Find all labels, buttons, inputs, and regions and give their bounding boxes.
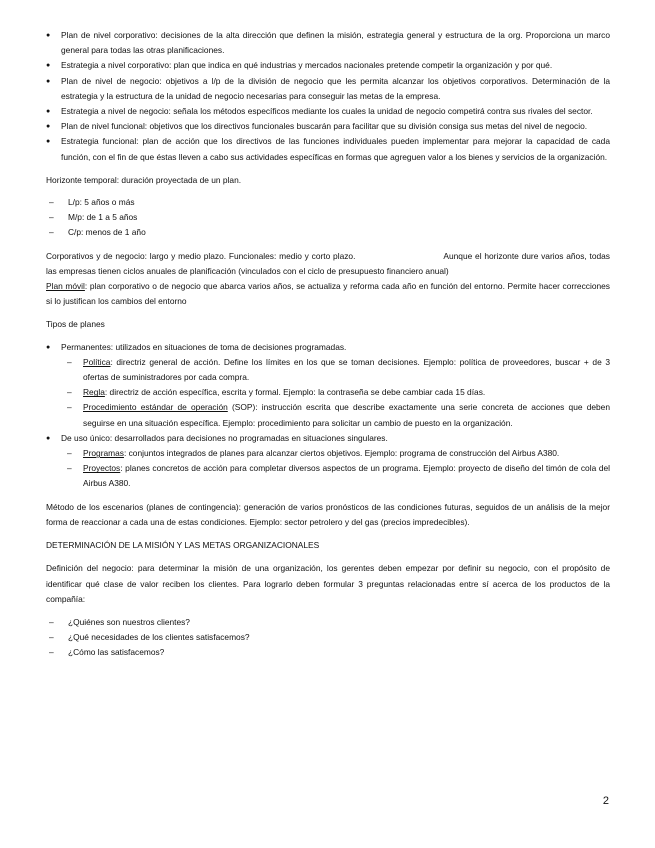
questions-list [46, 615, 610, 661]
permanent-plans-sublist [61, 355, 610, 431]
horizon-list [46, 195, 610, 241]
corporate-horizon-text: Corporativos y de negocio: largo y medio plazo. Funcionales: medio y corto plazo. [46, 250, 356, 261]
single-use-plans-text: De uso único: desarrollados para decisiones no programadas en situaciones singulares. [61, 432, 388, 443]
list-item: – ¿Qué necesidades de los clientes satisfacemos? [46, 630, 610, 645]
list-item [61, 461, 610, 491]
sop-term: Procedimiento estándar de operación [83, 402, 228, 413]
list-item [61, 385, 610, 400]
planning-horizon-paragraph [46, 249, 610, 310]
plan-types-heading: Tipos de planes [46, 319, 105, 330]
list-item: ● Plan de nivel funcional: objetivos que los directivos funcionales buscarán para facilitar que su división consiga sus metas del nivel de negocio. [46, 119, 610, 134]
list-item: – C/p: menos de 1 año [46, 225, 610, 240]
plan-types-list [46, 340, 610, 492]
planning-levels-list [46, 28, 610, 165]
list-item [61, 400, 610, 430]
list-item [61, 446, 610, 461]
scenario-paragraph: Método de los escenarios (planes de contingencia): generación de varios pronósticos de las condiciones futuras, seguidos de un análisis de la mejor forma de reaccionar a cada una de estas condiciones. Ejemplo: sector petrolero y del gas (precios impredecibles). [46, 501, 610, 527]
single-use-plans-sublist [61, 446, 610, 492]
rule-definition: : directriz de acción específica, escrita y formal. Ejemplo: la contraseña se debe cambiar cada 15 días. [104, 387, 486, 398]
sop-definition: (SOP): instrucción escrita que describe exactamente una serie concreta de acciones que deben seguirse en una situación específica. Ejemplo: procedimiento para solicitar un cambio de puesto en la organización. [83, 402, 610, 428]
list-item: ● Estrategia a nivel corporativo: plan que indica en qué industrias y mercados nacionales pretende competir la organización y por qué. [46, 58, 610, 73]
rolling-plan-term: Plan móvil [46, 281, 85, 292]
list-item [46, 431, 610, 492]
list-item: ● Plan de nivel corporativo: decisiones de la alta dirección que definen la misión, estrategia general y estructura de la org. Proporciona un marco general para todas las otras planificaciones. [46, 28, 610, 58]
policy-term: Política [83, 356, 111, 367]
annual-cycle-text: Aunque el horizonte dure varios años, todas las empresas tienen ciclos anuales de planificación (vinculados con el ciclo de presupuesto financiero anual) [46, 250, 610, 276]
list-item [46, 340, 610, 431]
page-content [46, 28, 610, 661]
list-item: ● Plan de nivel de negocio: objetivos a l/p de la división de negocio que les permita alcanzar los objetivos corporativos. Determinación de la estrategia y la estructura de la unidad de negocio necesarias para conseguir las metas de la empresa. [46, 74, 610, 104]
list-item: ● Estrategia funcional: plan de acción que los directivos de las funciones individuales pueden implementar para mejorar la capacidad de cada función, con el fin de que éstas lleven a cabo sus actividades específicas en formas que agreguen valor a los bienes y servicios de la organización. [46, 134, 610, 164]
rule-term: Regla [83, 387, 105, 398]
page-number: 2 [602, 795, 609, 807]
list-item: – L/p: 5 años o más [46, 195, 610, 210]
programs-term: Programas [83, 448, 124, 459]
list-item: – ¿Quiénes son nuestros clientes? [46, 615, 610, 630]
rolling-plan-definition: : plan corporativo o de negocio que abarca varios años, se actualiza y reforma cada año en función del entorno. Permite hacer correcciones si lo justifican los cambios del entorno [46, 281, 610, 307]
programs-definition: : conjuntos integrados de planes para alcanzar ciertos objetivos. Ejemplo: programa de construcción del Airbus A380. [123, 448, 560, 459]
list-item: – ¿Cómo las satisfacemos? [46, 645, 610, 660]
section-heading: DETERMINACIÓN DE LA MISIÓN Y LAS METAS ORGANIZACIONALES [46, 540, 320, 551]
permanent-plans-text: Permanentes: utilizados en situaciones de toma de decisiones programadas. [61, 341, 347, 352]
horizon-intro: Horizonte temporal: duración proyectada de un plan. [46, 174, 242, 185]
list-item [61, 355, 610, 385]
list-item: – M/p: de 1 a 5 años [46, 210, 610, 225]
policy-definition: : directriz general de acción. Define los límites en los que se toman decisiones. Ejemplo: política de proveedores, buscar + de 3 ofertas de suministradores por cada compra. [83, 356, 610, 383]
business-definition-paragraph: Definición del negocio: para determinar la misión de una organización, los gerentes deben empezar por definir su negocio, con el propósito de identificar qué clase de valor reciben los clientes. Para lograrlo deben formular 3 preguntas relacionadas entre sí acerca de los productos de la compañía: [46, 563, 610, 604]
projects-term: Proyectos [83, 463, 121, 474]
list-item: ● Estrategia a nivel de negocio: señala los métodos específicos mediante los cuales la unidad de negocio competirá contra sus rivales del sector. [46, 104, 610, 119]
projects-definition: : planes concretos de acción para completar diversos aspectos de un programa. Ejemplo: proyecto de diseño del timón de cola del Airbus A380. [83, 463, 610, 489]
